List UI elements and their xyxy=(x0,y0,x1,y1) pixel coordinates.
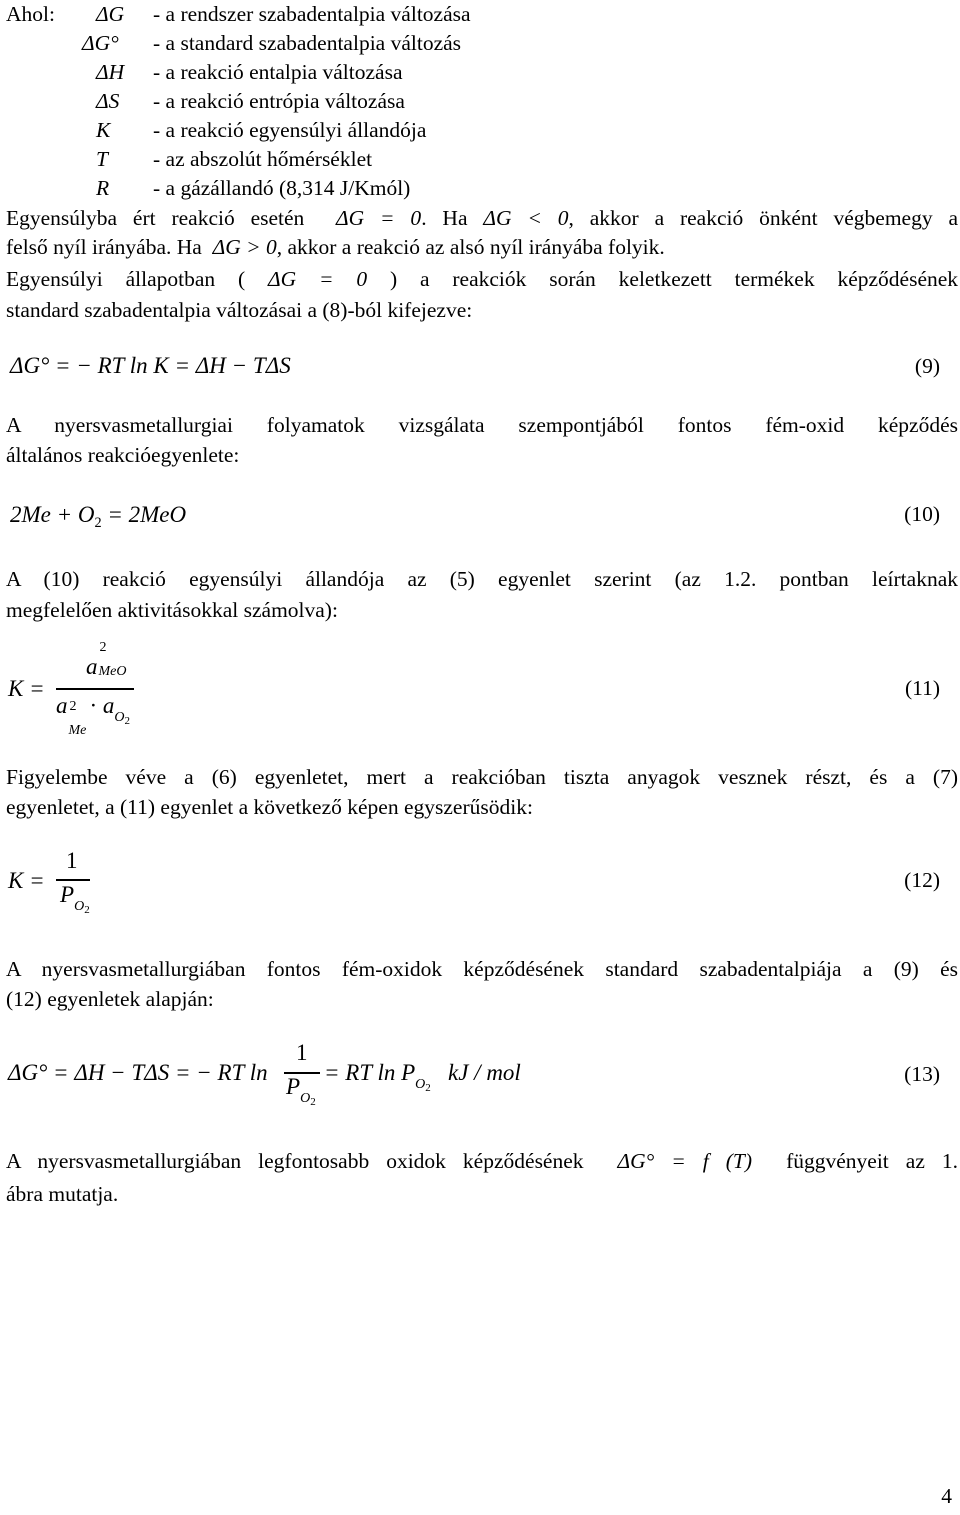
eq13-unit: kJ / mol xyxy=(448,1060,521,1085)
eq13-lhs: ΔG° = ΔH − TΔS = − RT ln xyxy=(8,1060,268,1085)
para1-text-5: , akkor a reakció az alsó nyíl irányába folyik. xyxy=(276,235,665,259)
equation-13-number: (13) xyxy=(904,1062,940,1086)
eq11-den-a2: a xyxy=(102,693,115,718)
eq11-lhs: K = xyxy=(8,676,45,701)
eq12-denominator xyxy=(60,882,90,916)
para1-text-3: , akkor a reakció önként végbemegy a xyxy=(568,206,959,230)
definition-description: - az abszolút hőmérséklet xyxy=(153,147,373,171)
equation-9: ΔG° = − RT ln K = ΔH − TΔS xyxy=(10,353,291,378)
eq13-rhs-text: = RT ln P xyxy=(324,1060,416,1085)
eq12-den-sub2: 2 xyxy=(84,904,90,916)
definition-symbol: R xyxy=(96,176,110,200)
eq13-den-sub2: 2 xyxy=(310,1096,316,1108)
eq11-den-sub1: Me xyxy=(68,723,87,738)
eq13-numerator: 1 xyxy=(296,1040,308,1065)
para1-math-2: ΔG < 0 xyxy=(483,206,569,230)
definition-description: - a gázállandó (8,314 J/Kmól) xyxy=(153,176,411,200)
para3-line-2: általános reakcióegyenlete: xyxy=(6,443,240,467)
eq13-den-sub: O xyxy=(300,1091,311,1106)
eq10-sub: 2 xyxy=(94,514,102,531)
para4-line-1: A (10) reakció egyensúlyi állandója az (5) egyenlet szerint (az 1.2. pontban leírtaknak xyxy=(6,567,958,591)
equation-11-number: (11) xyxy=(904,676,940,700)
para4-line-2: megfelelően aktivitásokkal számolva): xyxy=(6,598,338,622)
definition-symbol: T xyxy=(96,147,108,171)
para2-line-2: standard szabadentalpia változásai a (8)-ból kifejezve: xyxy=(6,298,473,322)
eq13-rhs-sub2: 2 xyxy=(425,1082,431,1094)
eq12-fraction-bar xyxy=(56,879,90,881)
eq11-den-sub2b: 2 xyxy=(124,715,131,727)
para5-line-2: egyenletet, a (11) egyenlet a következő képen egyszerűsödik: xyxy=(6,795,533,819)
eq13-rhs-sub: O xyxy=(415,1077,426,1092)
para7-line-1 xyxy=(6,1147,958,1205)
eq11-num-a: a xyxy=(86,654,98,679)
para5-line-1: Figyelembe véve a (6) egyenletet, mert a reakcióban tiszta anyagok vesznek részt, és a (7) xyxy=(6,765,958,789)
para1-text-2: . Ha xyxy=(421,206,468,230)
definition-symbol: ΔG xyxy=(96,2,125,26)
eq11-num-sup: 2 xyxy=(99,640,107,655)
eq11-den-dot: · xyxy=(89,693,98,718)
eq11-num-sub: MeO xyxy=(98,664,127,679)
eq10-left: 2Me + O xyxy=(10,502,95,527)
eq12-den-sub: O xyxy=(74,899,85,914)
equation-10 xyxy=(10,502,186,532)
page-number: 4 xyxy=(941,1484,952,1508)
para1-math-1: ΔG = 0 xyxy=(336,206,422,230)
para2-text-2: ) a reakciók során keletkezett termékek képződésének xyxy=(389,267,959,291)
eq13-den-p: P xyxy=(286,1074,301,1099)
definition-description: - a standard szabadentalpia változás xyxy=(153,31,462,55)
paragraph-equilibrium-line2 xyxy=(6,233,665,262)
eq12-numerator: 1 xyxy=(66,848,78,873)
definition-symbol: K xyxy=(96,118,111,142)
para6-line-1: A nyersvasmetallurgiában fontos fém-oxidok képződésének standard szabadentalpiája a (9) és xyxy=(6,957,958,981)
eq11-fraction-bar xyxy=(56,688,134,690)
equation-12-number: (12) xyxy=(904,868,940,892)
para1-text-4: felső nyíl irányába. Ha xyxy=(6,235,202,259)
para7-math-1: ΔG° = f (T) xyxy=(617,1149,753,1173)
para1-text-1: Egyensúlyba ért reakció esetén xyxy=(6,206,305,230)
definition-description: - a reakció entrópia változása xyxy=(153,89,405,113)
definition-description: - a rendszer szabadentalpia változása xyxy=(153,2,471,26)
eq10-right: = 2MeO xyxy=(107,502,187,527)
para2-math-1: ΔG = 0 xyxy=(268,267,368,291)
eq11-denominator xyxy=(56,693,131,738)
eq12-lhs: K = xyxy=(8,868,45,893)
eq11-numerator xyxy=(86,640,127,680)
para3-line-1: A nyersvasmetallurgiai folyamatok vizsgálata szempontjából fontos fém-oxid képződés xyxy=(6,413,958,437)
eq11-den-a1: a xyxy=(56,693,68,718)
para7-text-1: A nyersvasmetallurgiában legfontosabb oxidok képződésének xyxy=(6,1149,584,1173)
definition-description: - a reakció entalpia változása xyxy=(153,60,403,84)
para1-math-3: ΔG > 0 xyxy=(212,235,277,259)
para6-line-2: (12) egyenletek alapján: xyxy=(6,987,214,1011)
eq11-den-sub2: O xyxy=(114,710,125,725)
para7-text-2: függvényeit az 1. xyxy=(786,1149,958,1173)
definition-symbol: ΔS xyxy=(96,89,120,113)
eq11-den-sup: 2 xyxy=(69,699,77,714)
para2-text-1: Egyensúlyi állapotban ( xyxy=(6,267,246,291)
definition-symbol: ΔH xyxy=(96,60,125,84)
para7-line-2: ábra mutatja. xyxy=(6,1182,119,1206)
definitions-intro: Ahol: xyxy=(6,2,55,26)
definition-description: - a reakció egyensúlyi állandója xyxy=(153,118,427,142)
eq13-denominator xyxy=(286,1074,316,1108)
equation-10-number: (10) xyxy=(904,502,940,526)
equation-9-number: (9) xyxy=(914,354,940,378)
definition-symbol: ΔG° xyxy=(82,31,119,55)
eq12-den-p: P xyxy=(60,882,75,907)
eq13-rhs xyxy=(324,1060,521,1094)
